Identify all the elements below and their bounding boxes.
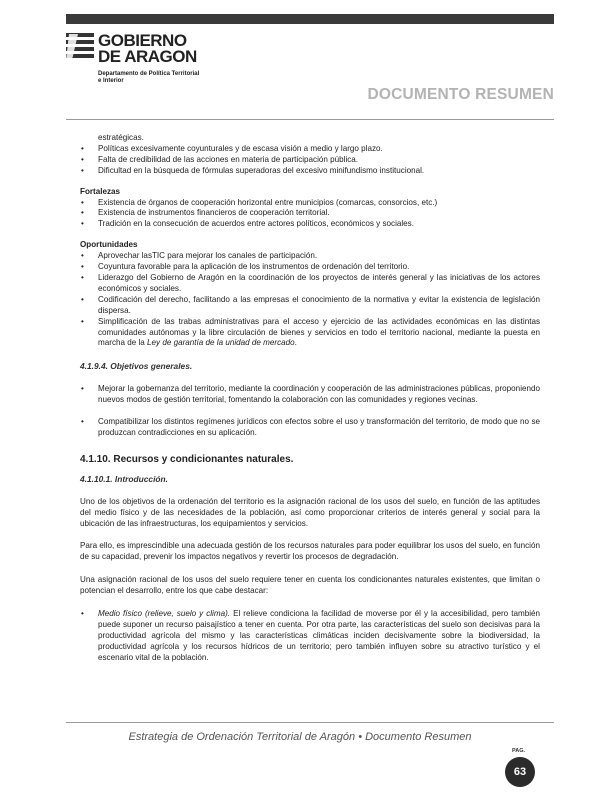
list-item: • Falta de credibilidad de las acciones en materia de participación pública.: [80, 155, 540, 166]
list-item: • Liderazgo del Gobierno de Aragón en la coordinación de los proyectos de interés general y las iniciativas de los actores económicos y sociales.: [80, 273, 540, 295]
top-bar: [66, 14, 554, 24]
page-number: 63: [505, 757, 535, 787]
logo-line-1: GOBIERNO: [98, 31, 187, 50]
list-item: • Aprovechar lasTIC para mejorar los canales de participación.: [80, 251, 540, 262]
objetivos-heading: 4.1.9.4. Objetivos generales.: [80, 361, 193, 372]
list-item: [80, 317, 540, 350]
list-item: • Compatibilizar los distintos regímenes jurídicos con efectos sobre el uso y transformación del territorio, de modo que no se produzcan contradicciones en su aplicación.: [80, 417, 540, 439]
header-divider: [66, 119, 554, 120]
continuation-line: estratégicas.: [98, 133, 144, 142]
list-item: • Existencia de órganos de cooperación horizontal entre municipios (comarcas, consorcios, etc.): [80, 198, 540, 209]
logo-line-2: DE ARAGON: [98, 47, 197, 66]
item-title: Medio físico (relieve, suelo y clima).: [98, 609, 231, 619]
document-title: DOCUMENTO RESUMEN: [367, 86, 554, 103]
law-title: Ley de garantía de la unidad de mercado: [147, 338, 295, 348]
list-item-text: Simplificación de las trabas administrativas para el acceso y ejercicio de las actividades económicas en las distintas comunidades autónomas y la libre circulación de bienes y servicios en todo el territorio nacional, mediante la puesta en marcha de la: [98, 316, 540, 348]
list-item: • Coyuntura favorable para la aplicación de los instrumentos de ordenación del territorio.: [80, 262, 540, 273]
logo-subtitle-line-1: Departamento de Política Territorial: [98, 71, 200, 77]
fortalezas-list: [80, 198, 540, 231]
section-heading: 4.1.10. Recursos y condicionantes naturales.: [80, 453, 294, 465]
logo-subtitle-line-2: e Interior: [98, 78, 124, 84]
objetivos-list: [80, 384, 540, 439]
list-item-end: .: [294, 338, 297, 348]
list-item: • Dificultad en la búsqueda de fórmulas superadoras del excesivo minifundismo institucional.: [80, 166, 540, 177]
item-text: El relieve condiciona la facilidad de moverse por él y la accesibilidad, pero también puede suponer un recurso paisajístico a tener en cuenta. Por otra parte, las características del suelo son decisivas para la productividad agrícola del mismo y las características climáticas inciden decisivamente sobre la biodiversidad, la productividad agrícola y los recursos hídricos de un territorio; pero también influyen sobre su atractivo turístico y el escenario vital de la población.: [98, 609, 540, 662]
list-item: • Existencia de instrumentos financieros de cooperación territorial.: [80, 208, 540, 219]
oportunidades-list: [80, 251, 540, 349]
footer-divider: [66, 722, 554, 723]
weakness-list: [80, 144, 540, 177]
oportunidades-heading: Oportunidades: [80, 240, 138, 250]
gobierno-aragon-logo: [66, 30, 236, 90]
condicionantes-list: [80, 609, 540, 664]
list-item: • Mejorar la gobernanza del territorio, mediante la coordinación y cooperación de las administraciones públicas, proponiendo nuevos modos de gestión territorial, fomentando la colaboración con las comunidades y regiones vecinas.: [80, 384, 540, 406]
paragraph: Una asignación racional de los usos del suelo requiere tener en cuenta los condicionantes naturales existentes, que limitan o potencian el desarrollo, entre los que cabe destacar:: [80, 575, 540, 596]
paragraph: Uno de los objetivos de la ordenación del territorio es la asignación racional de los usos del suelo, en función de las aptitudes del medio físico y de las necesidades de la población, así como proporcionar criterios de interés general y social para la ubicación de las infraestructuras, los equipamientos y servicios.: [80, 496, 540, 528]
fortalezas-heading: Fortalezas: [80, 186, 121, 196]
logo-subtitle: [98, 71, 199, 85]
page-content: [80, 133, 540, 664]
list-item: • Políticas excesivamente coyunturales y de escasa visión a medio y largo plazo.: [80, 144, 540, 155]
page-label: PAG.: [512, 748, 526, 754]
list-item: [80, 609, 540, 664]
paragraph: Para ello, es imprescindible una adecuada gestión de los recursos naturales para poder equilibrar los usos del suelo, en función de su capacidad, prevenir los impactos negativos y revertir los procesos de degradación.: [80, 541, 540, 562]
subsection-heading: 4.1.10.1. Introducción.: [80, 473, 168, 484]
list-item: • Tradición en la consecución de acuerdos entre actores políticos, económicos y sociales.: [80, 219, 540, 230]
aragon-emblem-icon: [66, 30, 94, 66]
footer-title: Estrategia de Ordenación Territorial de Aragón • Documento Resumen: [128, 731, 472, 743]
list-item: • Codificación del derecho, facilitando a las empresas el conocimiento de la normativa y evitar la existencia de legislación dispersa.: [80, 295, 540, 317]
